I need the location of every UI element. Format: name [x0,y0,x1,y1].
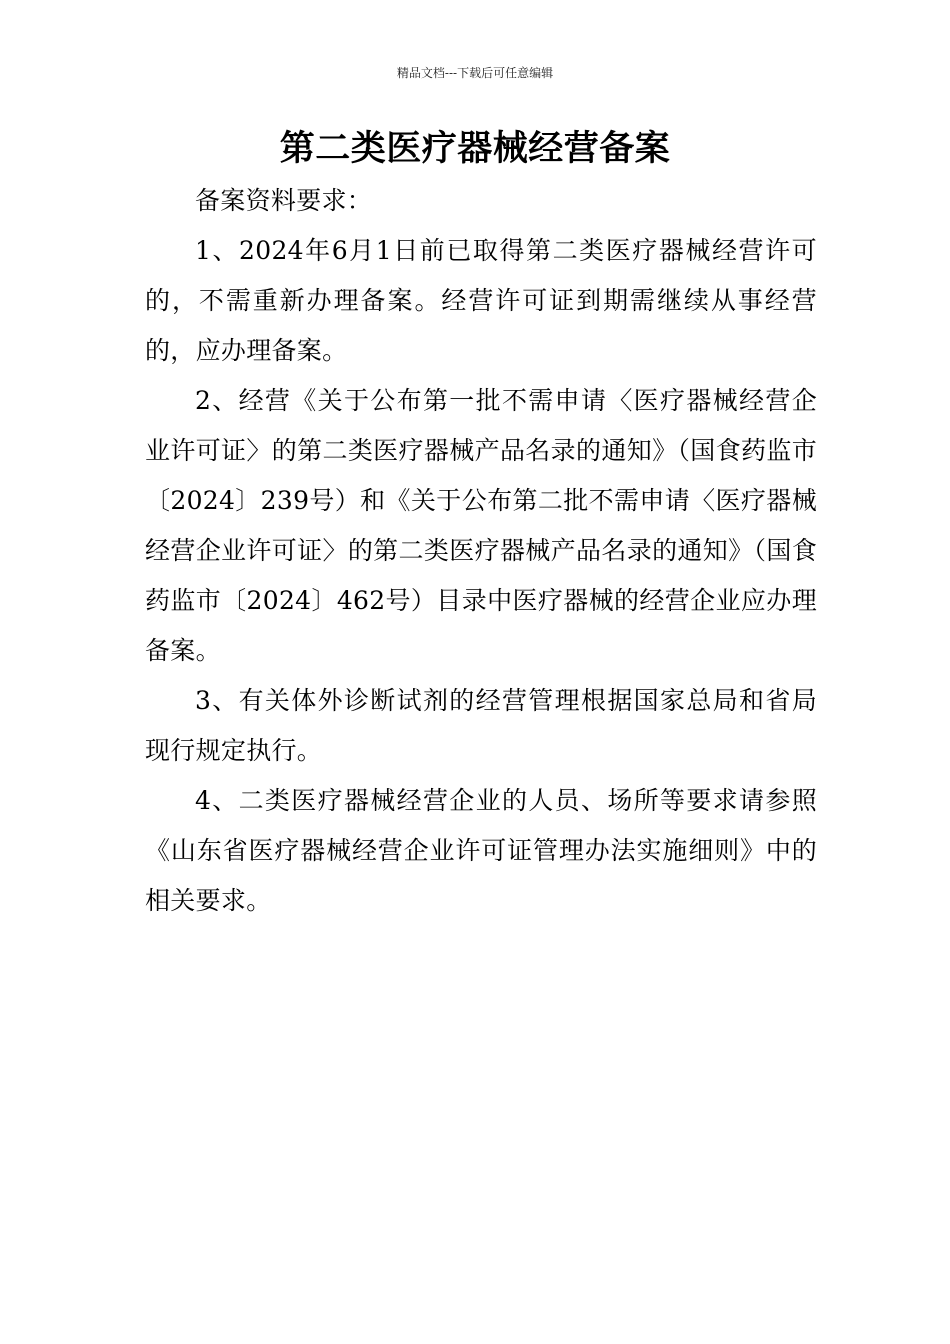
document-body [145,176,817,926]
requirement-item-1: 1、2024年6月1日前已取得第二类医疗器械经营许可的，不需重新办理备案。经营许可证到期需继续从事经营的，应办理备案。 [145,236,817,365]
page-header: 精品文档---下载后可任意编辑 [396,66,554,80]
document-title: 第二类医疗器械经营备案 [279,128,671,169]
intro-paragraph: 备案资料要求： [195,186,373,215]
requirement-item-3: 3、有关体外诊断试剂的经营管理根据国家总局和省局现行规定执行。 [145,686,817,765]
requirement-item-4: 4、二类医疗器械经营企业的人员、场所等要求请参照《山东省医疗器械经营企业许可证管理办法实施细则》中的相关要求。 [145,786,817,915]
requirement-item-2: 2、经营《关于公布第一批不需申请〈医疗器械经营企业许可证〉的第二类医疗器械产品名录的通知》（国食药监市〔2024〕239号）和《关于公布第二批不需申请〈医疗器械经营企业许可证〉的第二类医疗器械产品名录的通知》（国食药监市〔2024〕462号）目录中医疗器械的经营企业应办理备案。 [145,386,817,665]
